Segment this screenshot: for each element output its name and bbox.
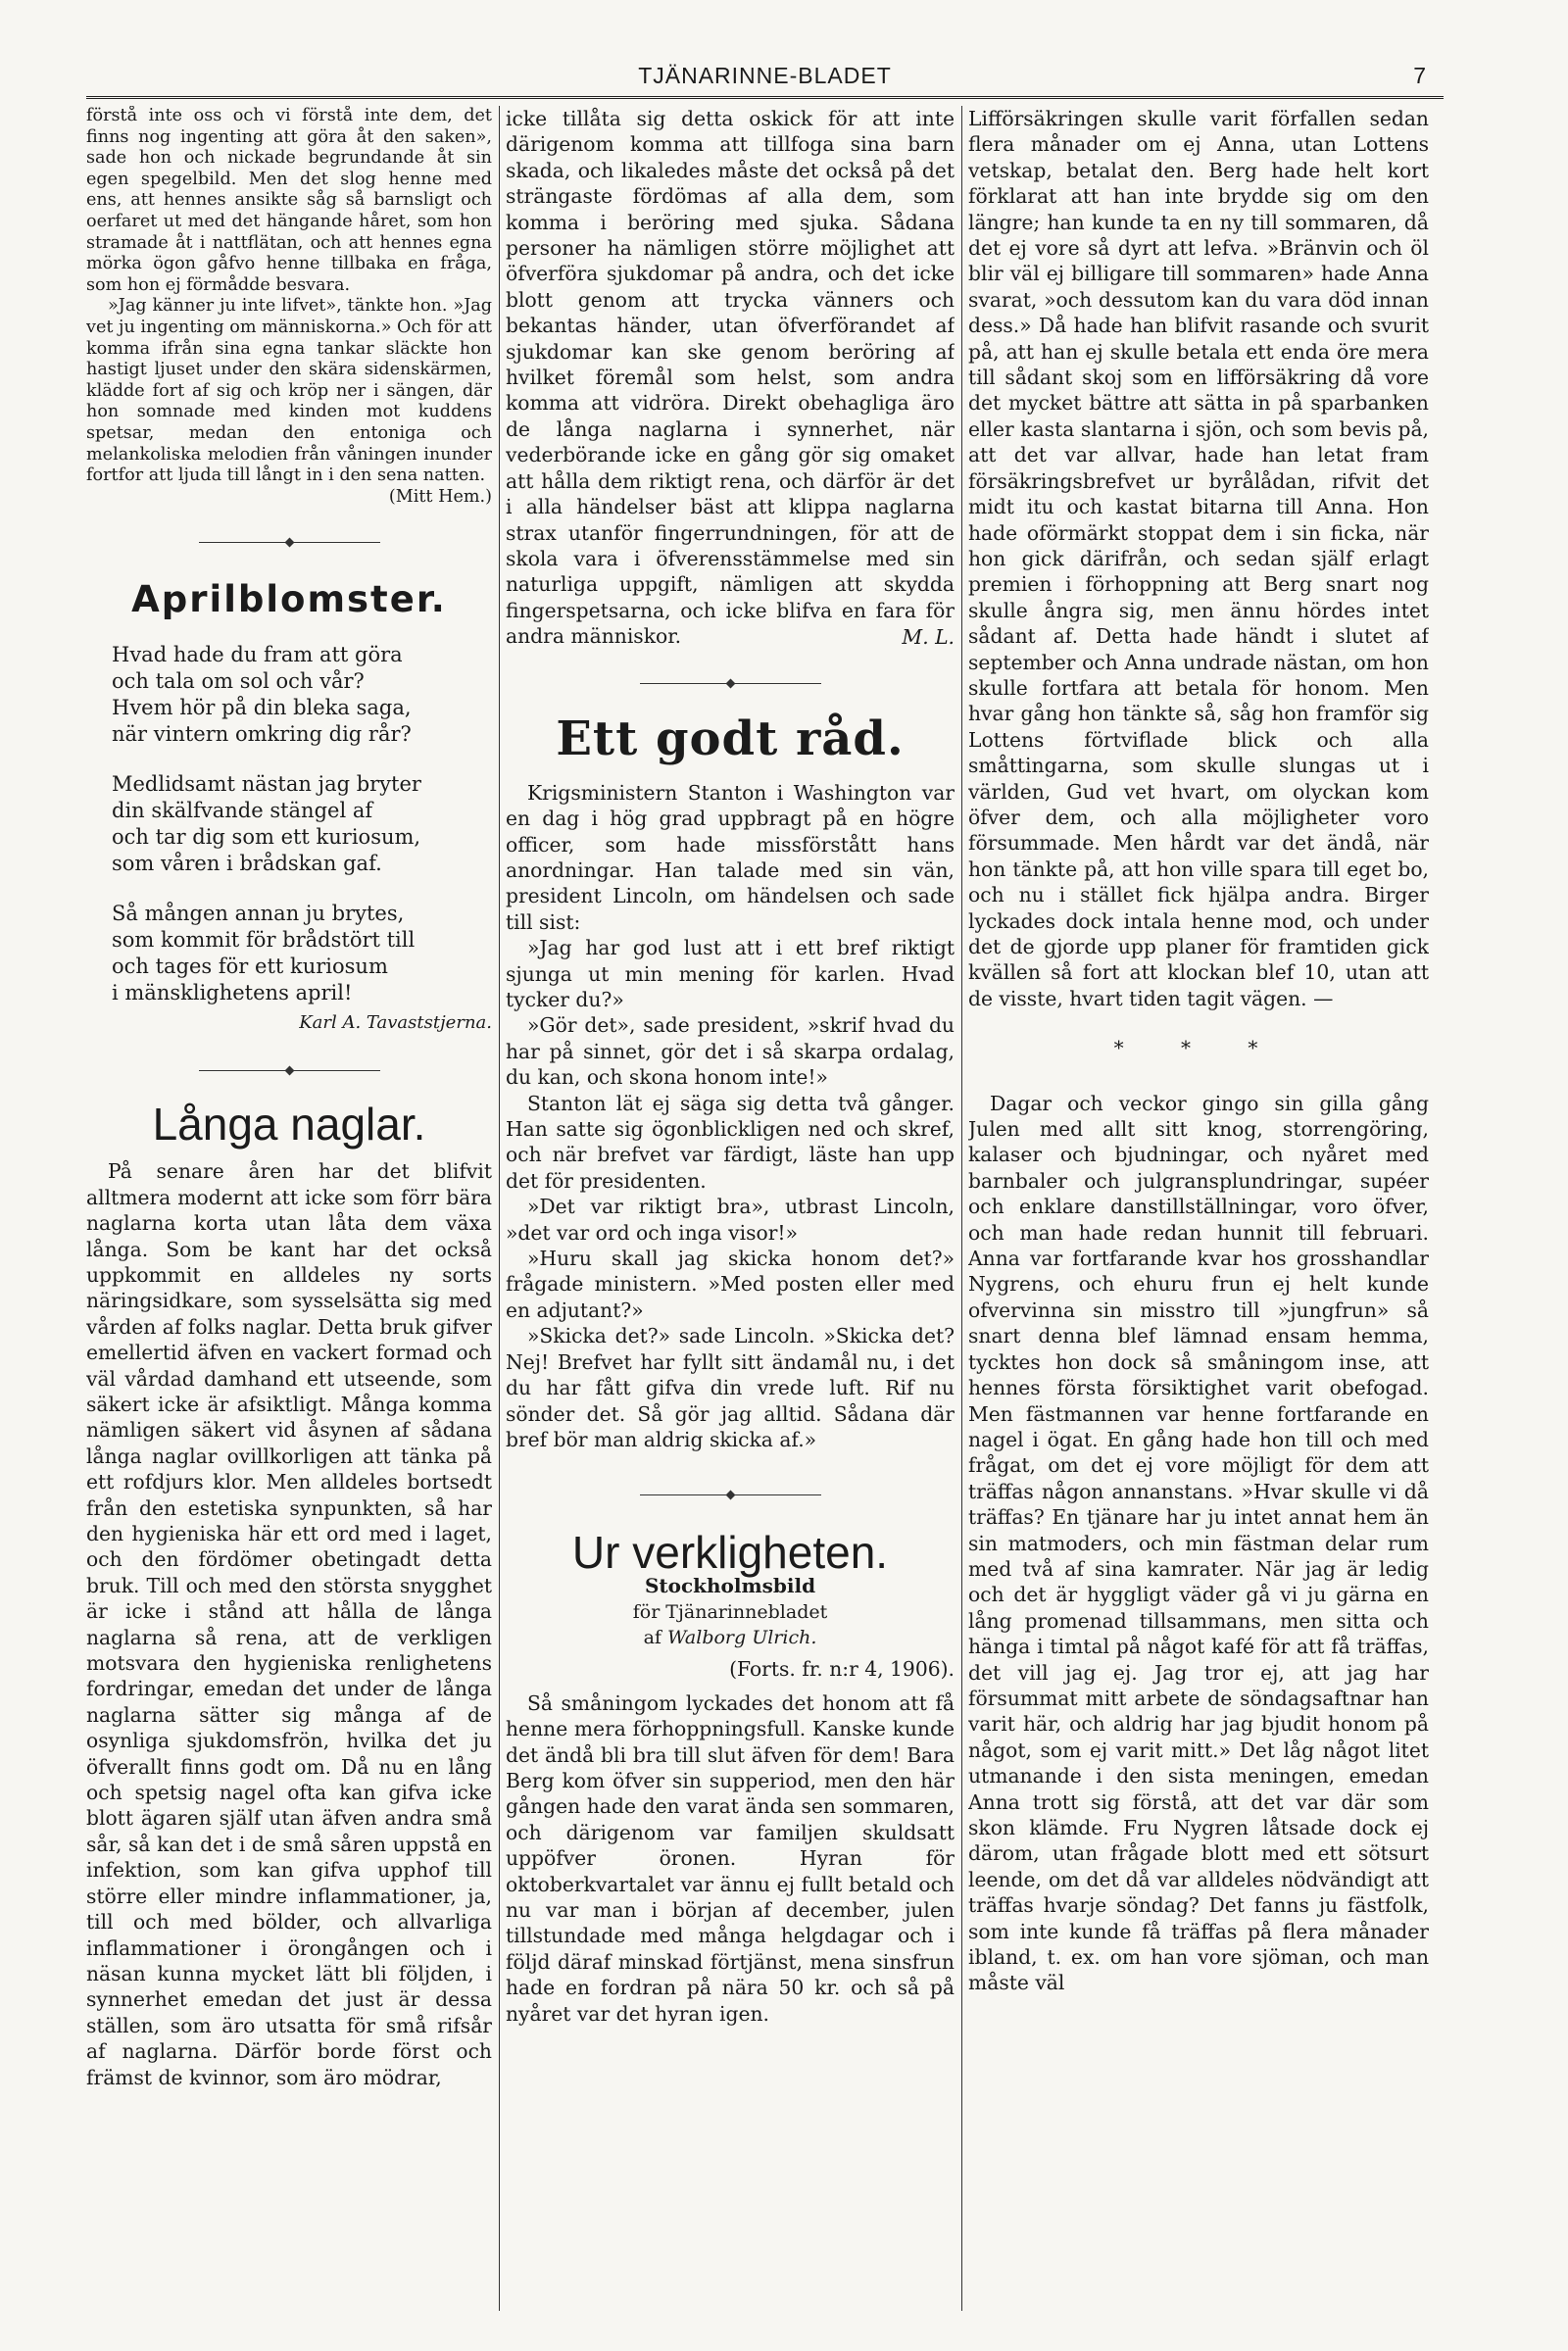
poem-line: Hvem hör på din bleka saga,: [112, 696, 412, 720]
masthead-title: TJÄNARINNE-BLADET: [638, 63, 892, 88]
column-3: [968, 106, 1429, 2311]
poem-line: Medlidsamt nästan jag bryter: [112, 772, 421, 797]
intro-paragraph-2: »Jag känner ju inte lifvet», tänkte hon. »Jag vet ju ingenting om människorna.» Och för att komma ifrån sina egna tankar släckte hon hastigt ljuset under den skära sidenskärmen, klädde fort af sig och kröp ner i sängen, där hon somnade med kinden mot kuddens spetsar, medan den entoniga och melankoliska melodien från våningen inunder fortfor att ljuda till långt in i den sena natten.: [86, 296, 492, 486]
ur-verkligheten-paragraph: Så småningom lyckades det honom att få henne mera förhoppningsfull. Kanske kunde det ändå bli bra till slut äfven för dem! Bara Berg kom öfver sin supperiod, men den här gången hade den varat ända sen sommaren, och därigenom var familjen skuldsatt uppöfver öronen. Hyran för oktoberkvartalet var ännu ej fullt betald och nu var man i början af december, julen tillstundade med många helgdagar och i följd däraf minskad förtjänst, mena sinsfrun hade en fordran på nära 50 kr. och så på nyåret var det hyran igen.: [506, 1690, 955, 2026]
poem-line: Så mången annan ju brytes,: [112, 902, 405, 926]
poem-stanza: [112, 771, 492, 877]
poem-line: när vintern omkring dig rår?: [112, 722, 412, 747]
ett-godt-rad-paragraph: Krigsministern Stanton i Washington var en dag i hög grad uppbragt på en högre officer, som hade missförstått hans anordningar. Han talade med sin vän, president Lincoln, om händelsen och sade till sist:: [506, 780, 955, 934]
section-divider: [86, 529, 492, 555]
section-divider: [506, 1482, 955, 1507]
ur-verkligheten-byline: af Walborg Ulrich.: [643, 1626, 817, 1648]
page-number: 7: [1413, 63, 1426, 88]
ett-godt-rad-paragraph: »Skicka det?» sade Lincoln. »Skicka det? Nej! Brefvet har fyllt sitt ändamål nu, i det du har fått gifva din vrede luft. Rif nu sönder det. Så gör jag alltid. Sådana där bref bör man aldrig skicka af.»: [506, 1324, 955, 1451]
poem: [86, 642, 492, 1006]
column-2: [506, 106, 955, 2311]
section-divider: [506, 671, 955, 697]
intro-paragraph-1: förstå inte oss och vi förstå inte dem, det finns nog ingenting att göra åt den saken», sade hon och nickade begrundande åt sin egen spegelbild. Men det slog henne med ens, att hennes ansikte såg så barnsligt och oerfaret ut med det hängande håret, som hon stramade åt i nattflätan, och att hennes egna mörka ögon gåfvo henne tillbaka en fråga, som hon ej förmådde besvara.: [86, 106, 492, 295]
poem-line: och tages för ett kuriosum: [112, 955, 388, 979]
poem-stanza: [112, 901, 492, 1006]
ett-godt-rad-paragraph: »Huru skall jag skicka honom det?» frågade ministern. »Med posten eller med en adjutant?»: [506, 1247, 955, 1322]
page-header: [86, 61, 1444, 99]
langa-naglar-continuation: icke tillåta sig detta oskick för att inte därigenom komma att tillfoga sina barn skada, och likaledes måste det också på det strängaste fördömas af alla dem, som komma i beröring med sjuka. Sådana personer ha nämligen större möjlighet att öfverföra sjukdomar på andra, och det icke blott genom att trycka vänners och bekantas händer, utan öfverförandet af sjukdomar kan ske genom beröring af hvilket föremål som helst, som andra komma att vidröra. Direkt obehagliga äro de långa naglarna i synnerhet, när vederbörande icke en gång gör sig omaket att hålla dem riktigt rena, och därför är det i alla händelser bäst att klippa naglarna strax utanför fingerrundningen, för att de skola vara i öfverensstämmelse med sin naturliga uppgift, nämligen att skydda fingerspetsarna, och icke blifva en fara för andra människor.: [506, 107, 955, 649]
column-1: [86, 106, 492, 2311]
author-name: Walborg Ulrich.: [667, 1626, 817, 1648]
ett-godt-rad-paragraph: »Jag har god lust att i ett bref riktigt sjunga ut min mening för karlen. Hvad tycker du?»: [506, 936, 955, 1011]
column-rule-right: [961, 106, 962, 2311]
article-title-langa-naglar: Långa naglar.: [152, 1098, 426, 1150]
poem-author: Karl A. Tavaststjerna.: [299, 1012, 492, 1034]
langa-naglar-signature: M. L.: [902, 624, 955, 649]
ett-godt-rad-paragraph: »Det var riktigt bra», utbrast Lincoln, »det var ord och inga visor!»: [506, 1195, 955, 1245]
ur-verkligheten-paragraph: Dagar och veckor gingo sin gilla gång Julen med allt sitt knog, storrengöring, kalaser och bjudningar, och nyåret med barnbaler och julgransplundringar, supéer och enklare danstillställningar, voro öfver, och man hade redan hunnit till februari. Anna var fortfarande kvar hos grosshandlar Nygrens, och ehuru frun ej helt kunde ofvervinna sin misstro till »jungfrun» så snart denna blef lämnad ensam hemma, tycktes hon dock så småningom inse, att hennes första försiktighet varit obefogad. Men fästmannen var henne fortfarande en nagel i ögat. En gång hade hon till och med frågat, om det ej vore möjligt för dem att träffas någon annanstans. »Hvar skulle vi då träffas? En tjänare har ju intet annat hem än sin matmoders, och min fästman delar rum med två af sina kamrater. När jag är ledig och det är hyggligt väder gå vi ju gärna en lång promenad tillsammans, men sitta och hänga i timtal på något kafé för att få träffas, det vill jag ej. Jag tror ej, att jag har försummat mitt arbete de söndagsaftnar han varit här, och aldrig har jag bjudit honom på något, som ej varit mitt.» Det låg något litet utmanande i den sista meningen, emedan Anna trott sig förstå, att det var där som skon klämde. Fru Nygren låtsade dock ej därom, utan frågade blott med ett sötsurt leende, om det då var alldeles nödvändigt att träffas hvarje söndag? Det fanns ju fästfolk, som inte kunde få träffas på flera månader ibland, t. ex. om han vore sjöman, och man måste väl: [968, 1091, 1429, 1995]
ur-verkligheten-continued: (Forts. fr. n:r 4, 1906).: [729, 1657, 955, 1682]
poem-line: som våren i brådskan gaf.: [112, 852, 382, 876]
poem-line: och tar dig som ett kuriosum,: [112, 825, 421, 850]
article-title-ur-verkligheten: Ur verkligheten.: [571, 1526, 889, 1578]
ur-verkligheten-subtitle: Stockholmsbild: [644, 1574, 816, 1598]
intro-credit: (Mitt Hem.): [388, 486, 492, 507]
ur-verkligheten-publication: för Tjänarinnebladet: [632, 1600, 828, 1623]
ur-verkligheten-paragraph: Lifförsäkringen skulle varit förfallen sedan flera månader om ej Anna, utan Lottens vetskap, betalat den. Berg hade helt kort förklarat att han inte brydde sig om den längre; han kunde ta en ny till sommaren, då det ej vore så dyrt att lefva. »Bränvin och öl blir väl ej billigare till sommaren» hade Anna svarat, »och dessutom kan du vara död innan dess.» Då hade han blifvit rasande och svurit på, att han ej skulle betala ett enda öre mera till sådant skoj som en lifförsäkring då vore det mycket bättre att sätta in på sparbanken eller kasta slantarna i sjön, och som bevis på, att det var allvar, hade han letat fram försäkringsbrefvet ur byrålådan, rifvit det midt itu och kastat bitarna till Anna. Hon hade oförmärkt stoppat dem i sin ficka, när hon gick därifrån, och sedan själf erlagt premien i förhoppning att Berg snart nog skulle ångra sig, men ännu hördes intet sådant af. Detta hade händt i slutet af september och Anna undrade nästan, om hon skulle fortfara att betala för honom. Men hvar gång hon tänkte så, såg hon framför sig Lottens förtviflade blick och alla småttingarna, som skulle slungas ut i världen, Gud vet hvart, om olyckan kom öfver dem, och alla möjligheter voro försummade. Men hårdt var det ändå, när hon tänkte på, att hon ville spara till eget bo, och nu i stället fick hjälpa andra. Birger lyckades dock intala henne mod, och under det de gjorde upp planer för framtiden gick kvällen så fort att klockan blef 10, utan att de visste, hvart tiden tagit vägen. —: [968, 107, 1429, 1010]
article-title-ett-godt-rad: Ett godt råd.: [556, 711, 905, 767]
poem-line: Hvad hade du fram att göra: [112, 643, 403, 667]
langa-naglar-paragraph: På senare åren har det blifvit alltmera modernt att icke som förr bära naglarna korta utan låta dem växa långa. Som be kant har det också uppkommit en alldeles ny sorts näringsidkare, som sysselsätta sig med vården af folks naglar. Detta bruk gifver emellertid äfven en vackert formad och väl vårdad damhand ett utseende, som säkert icke är afsiktligt. Många komma nämligen säkert vid åsynen af sådana långa naglar ovillkorligen att tänka på ett rofdjurs klor. Men alldeles bortsedt från den estetiska synpunkten, så har den hygieniska här ett ord med i laget, och den fördömer obetingadt detta bruk. Till och med den största snygghet är icke i stånd att hålla de långa naglarna så rena, att de verkligen motsvara den hygieniska renlighetens fordringar, emedan det under de långa naglarna sätter sig många af de osynliga sjukdomsfrön, hvilka det ju öfverallt finns godt om. Då nu en lång och spetsig nagel ofta kan gifva icke blott ägaren själf utan äfven andra små sår, så kan det i de små såren uppstå en infektion, som kan gifva upphof till större eller mindre inflammationer, ja, till och med bölder, och allvarliga inflammationer i örongången och i näsan kunna mycket lätt bli följden, i synnerhet emedan det just är dessa ställen, som äro utsatta för små rifsår af naglarna. Därför borde först och främst de kvinnor, som äro mödrar,: [86, 1159, 492, 2089]
poem-line: i mänsklighetens april!: [112, 981, 353, 1005]
section-stars: * * *: [1113, 1036, 1284, 1060]
poem-line: och tala om sol och vår?: [112, 669, 365, 694]
ett-godt-rad-paragraph: »Gör det», sade president, »skrif hvad du har på sinnet, gör det i så skarpa ordalag, du kan, och skona honom inte!»: [506, 1013, 955, 1090]
ett-godt-rad-paragraph: Stanton lät ej säga sig detta två gånger. Han satte sig ögonblickligen ned och skref, och när brefvet var färdigt, läste han upp det för presidenten.: [506, 1091, 955, 1193]
poem-line: din skälfvande stängel af: [112, 799, 373, 823]
poem-stanza: [112, 642, 492, 748]
section-divider: [86, 1058, 492, 1084]
article-title-aprilblomster: Aprilblomster.: [131, 577, 447, 620]
column-rule-left: [499, 106, 500, 2311]
poem-line: som kommit för brådstört till: [112, 928, 416, 953]
